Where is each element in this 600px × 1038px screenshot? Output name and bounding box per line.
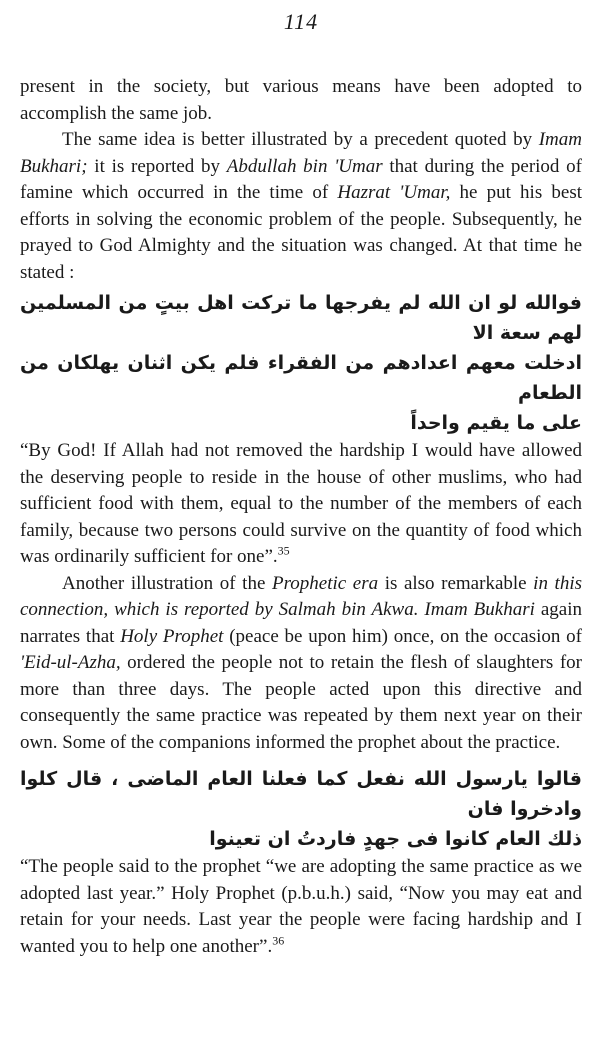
paragraph-prophetic-era [20, 571, 582, 757]
text-run: he put his best efforts in solving the economic problem of the people. Subsequently, he prayed to God Almighty and the situation was changed. At that time he stated : [20, 182, 582, 283]
italic-phrase: 'Eid-ul-Azha, [20, 652, 121, 673]
text-run: (peace be upon him) once, on the occasion of [223, 625, 582, 647]
italic-name: Abdullah bin 'Umar [226, 155, 383, 177]
arabic-line: ادخلت معهم اعدادهم من الفقراء فلم يكن اثنان يهلكان من الطعام [20, 352, 582, 404]
italic-phrase: Holy Prophet [120, 625, 224, 647]
arabic-line: فوالله لو ان الله لم يفرجها ما تركت اهل بيتٍ من المسلمين لهم سعة الا [20, 292, 582, 344]
text-run: is also remarkable [378, 572, 534, 594]
paragraph-bukhari-precedent [20, 127, 582, 286]
paragraph-translation-umar [20, 438, 582, 571]
italic-name: Imam Bukhari; [20, 129, 582, 177]
italic-phrase: Prophetic era [271, 572, 379, 594]
text-run: again narrates that [20, 599, 582, 647]
paragraph-intro: present in the society, but various means have been adopted to accomplish the same job. [20, 76, 582, 124]
footnote-ref: 36 [272, 933, 285, 948]
arabic-quote-companions [20, 764, 582, 854]
text-run: Another illustration of the [62, 572, 272, 594]
italic-phrase: in this connection, which is reported by Salmah bin Akwa. Imam Bukhari [20, 572, 582, 620]
italic-name: Hazrat 'Umar, [337, 182, 451, 203]
page-number: 114 [283, 9, 319, 34]
quote-text: “By God! If Allah had not removed the hardship I would have allowed the deserving people to reside in the house of other muslims, who had sufficient food with them, equal to the number of the members of each family, because two persons could survive on the quantity of food which was ordinarily sufficient for one”. [20, 440, 582, 567]
text-run: that during the period of famine which occurred in the time of [20, 155, 582, 203]
quote-text: “The people said to the prophet “we are adopting the same practice as we adopted last year.” Holy Prophet (p.b.u.h.) said, “Now you may eat and retain for your needs. Last year the people were facing hardship and I wanted you to help one another”. [20, 856, 582, 957]
footnote-ref: 35 [277, 543, 290, 558]
arabic-line: على ما يقيم واحداً [410, 412, 582, 434]
text-run: ordered the people not to retain the flesh of slaughters for more than three days. The people acted upon this directive and consequently the same practice was repeated by them next year on their own. Some of the companions informed the prophet about the practice. [20, 652, 582, 753]
arabic-line: قالوا يارسول الله نفعل كما فعلنا العام الماضى ، قال كلوا وادخروا فان [20, 768, 582, 820]
text-run: it is reported by [87, 155, 227, 177]
arabic-line: ذلك العام كانوا فى جهدٍ فاردتُ ان تعينوا [209, 828, 582, 850]
text-run: The same idea is better illustrated by a precedent quoted by [62, 129, 539, 150]
arabic-quote-umar [20, 288, 582, 438]
paragraph-translation-companions [20, 854, 582, 960]
